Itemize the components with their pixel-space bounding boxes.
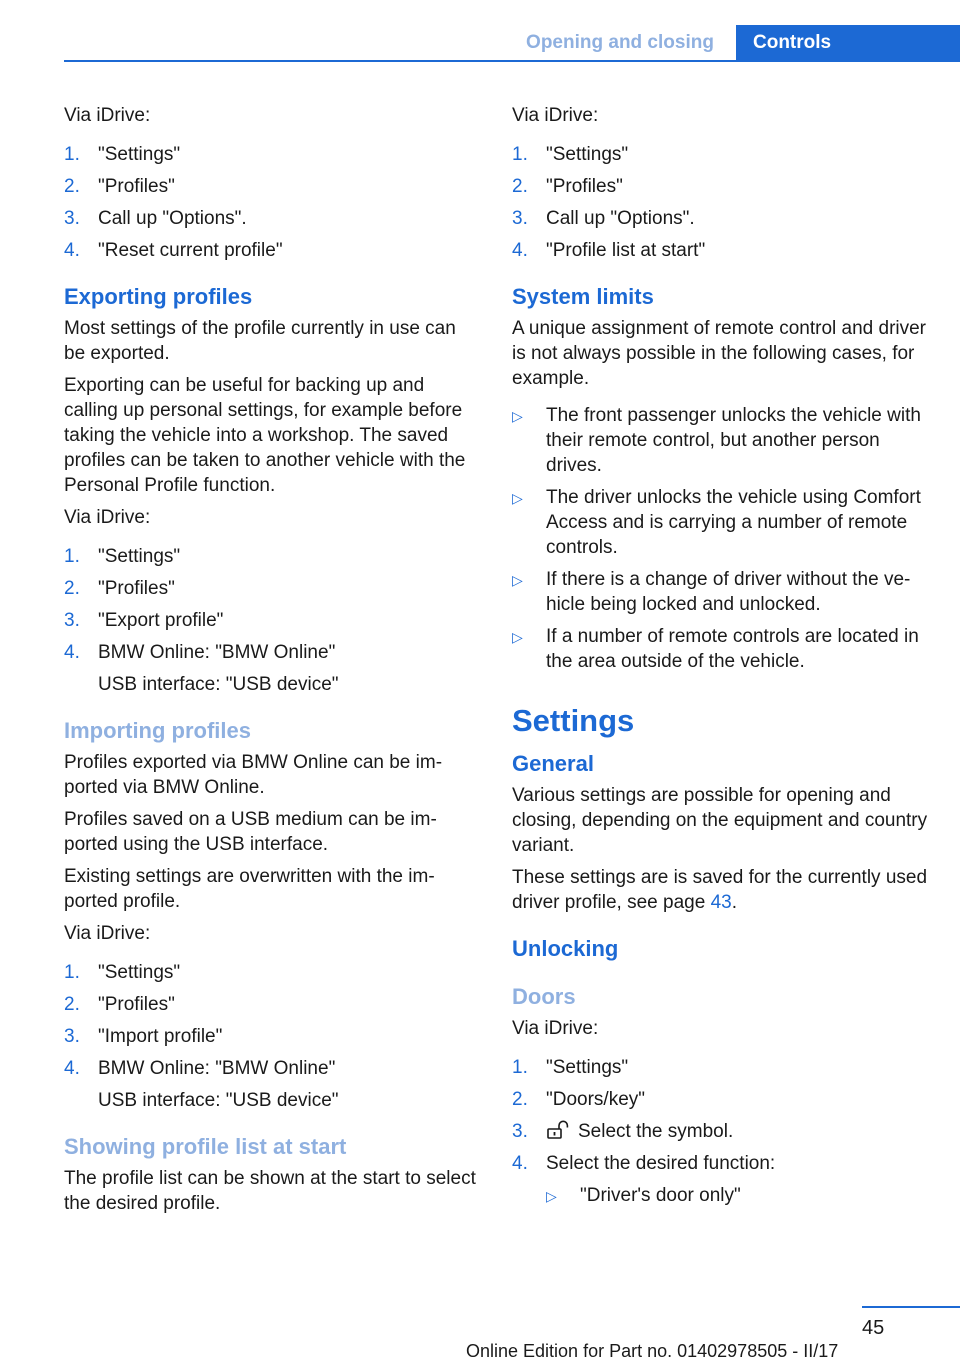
triangle-bullet-icon: ▷ <box>512 408 523 424</box>
list-item: 2. "Profiles" <box>64 578 175 599</box>
list-item: ▷ If a number of remote controls are located in the area outside of the vehicle. <box>512 626 919 672</box>
list-item: 3. Select the symbol. <box>512 1121 734 1142</box>
list-item: ▷ If there is a change of driver without the vehicle being locked and unlocked. <box>512 569 911 615</box>
system-limits-paragraph: A unique assignment of remote control and driver is not always possible in the following cases, for example. <box>512 318 927 389</box>
page-43-link[interactable]: 43 <box>710 892 732 913</box>
exporting-paragraph-1: Most settings of the profile currently in use can be exported. <box>64 318 456 364</box>
edition-footer: Online Edition for Part no. 01402978505 - II/17 <box>466 1341 839 1361</box>
exporting-profiles-heading: Exporting profiles <box>64 284 253 309</box>
triangle-bullet-icon: ▷ <box>512 572 523 588</box>
doors-unlock-steps <box>512 1055 932 1208</box>
usb-interface-line: USB interface: "USB device" <box>98 674 339 695</box>
header-section-tab: Opening and closing <box>526 32 714 53</box>
via-idrive-label: Via iDrive: <box>64 923 151 944</box>
list-item: 4. "Profile list at start" <box>512 240 706 261</box>
showing-paragraph: The profile list can be shown at the start to select the desired profile. <box>64 1168 476 1214</box>
import-profile-steps <box>64 960 482 1113</box>
system-limits-heading: System limits <box>512 284 654 309</box>
list-item: 4. Select the desired function: ▷ "Driver's door only" <box>512 1151 932 1208</box>
list-item: 1. "Settings" <box>64 962 181 983</box>
list-item: 1. "Settings" <box>512 1057 629 1078</box>
list-item: 3. "Import profile" <box>64 1026 223 1047</box>
unlocking-heading: Unlocking <box>512 936 619 961</box>
list-item: 2. "Profiles" <box>64 176 175 197</box>
list-item: 2. "Doors/key" <box>512 1089 646 1110</box>
header-chapter-tab: Controls <box>736 25 960 62</box>
general-paragraph-2: These settings are is saved for the currently used driver profile, see page 43. <box>512 867 928 913</box>
right-column <box>512 103 932 1215</box>
footer-rule <box>862 1306 960 1308</box>
list-item: ▷ The driver unlocks the vehicle using Comfort Access and is carrying a number of remote controls. <box>512 487 921 558</box>
list-item: 1. "Settings" <box>64 546 181 567</box>
triangle-bullet-icon: ▷ <box>546 1188 557 1204</box>
list-item: 1. "Settings" <box>512 144 629 165</box>
triangle-bullet-icon: ▷ <box>512 629 523 645</box>
list-item: ▷ "Driver's door only" <box>546 1183 932 1208</box>
system-limits-bullets <box>512 403 932 674</box>
page-number: 45 <box>862 1317 885 1339</box>
exporting-paragraph-2: Exporting can be useful for backing up and calling up personal settings, for example before taking the vehicle into a workshop. The saved profiles can be taken to another vehicle with the Personal Profile function. <box>64 375 466 496</box>
general-heading: General <box>512 751 594 776</box>
list-item: 2. "Profiles" <box>64 994 175 1015</box>
importing-paragraph-2: Profiles saved on a USB medium can be imported using the USB interface. <box>64 809 437 855</box>
triangle-bullet-icon: ▷ <box>512 490 523 506</box>
list-item: 3. Call up "Options". <box>64 208 247 229</box>
doors-heading: Doors <box>512 984 576 1009</box>
list-item: 4. BMW Online: "BMW Online" USB interface: "USB device" <box>64 1056 482 1113</box>
via-idrive-label: Via iDrive: <box>64 507 151 528</box>
settings-heading: Settings <box>512 703 635 738</box>
profile-list-steps <box>512 142 932 263</box>
importing-paragraph-3: Existing settings are overwritten with the imported profile. <box>64 866 435 912</box>
reset-profile-steps <box>64 142 482 263</box>
importing-paragraph-1: Profiles exported via BMW Online can be imported via BMW Online. <box>64 752 443 798</box>
header-rule <box>64 60 960 62</box>
via-idrive-label: Via iDrive: <box>512 105 599 126</box>
list-item: 4. BMW Online: "BMW Online" USB interface: "USB device" <box>64 640 482 697</box>
usb-interface-line: USB interface: "USB device" <box>98 1090 339 1111</box>
importing-profiles-heading: Importing profiles <box>64 718 251 743</box>
left-column <box>64 103 482 1223</box>
function-options <box>546 1183 932 1208</box>
export-profile-steps <box>64 544 482 697</box>
list-item: 3. Call up "Options". <box>512 208 695 229</box>
list-item: 2. "Profiles" <box>512 176 623 197</box>
general-paragraph-1: Various settings are possible for opening and closing, depending on the equipment and country variant. <box>512 785 928 856</box>
unlock-icon <box>546 1120 572 1140</box>
list-item: 4. "Reset current profile" <box>64 240 283 261</box>
list-item: 1. "Settings" <box>64 144 181 165</box>
showing-profile-list-heading: Showing profile list at start <box>64 1134 347 1159</box>
via-idrive-label: Via iDrive: <box>512 1018 599 1039</box>
list-item: ▷ The front passenger unlocks the vehicle with their remote control, but another person drives. <box>512 405 921 476</box>
via-idrive-label: Via iDrive: <box>64 105 151 126</box>
list-item: 3. "Export profile" <box>64 610 224 631</box>
